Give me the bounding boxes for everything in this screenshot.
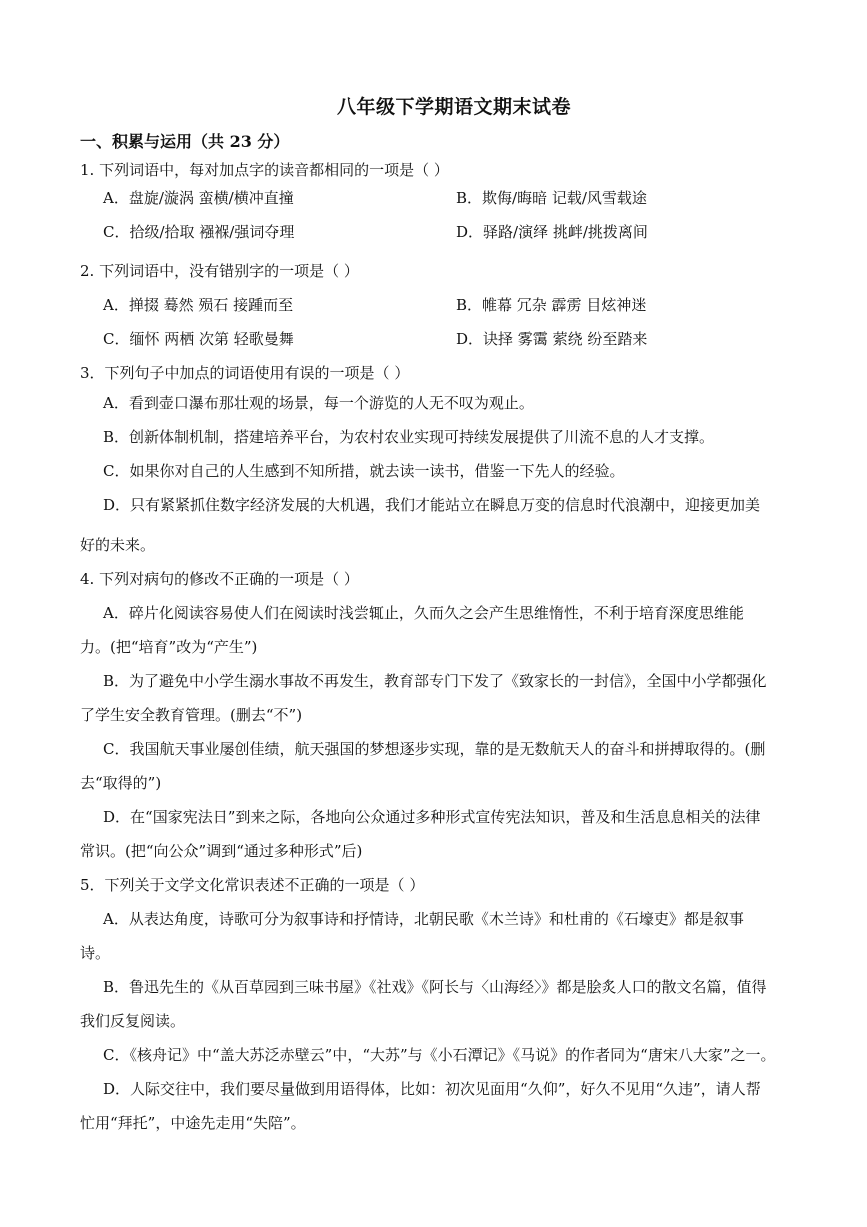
section-heading: 一、积累与运用（共 23 分）: [80, 132, 290, 151]
question-5-option-b-line1: B．鲁迅先生的《从百草园到三味书屋》《社戏》《阿长与〈山海经〉》都是脍炙人口的散文名篇，值得: [103, 978, 767, 996]
question-3-option-d-line2: 好的未来。: [80, 536, 156, 554]
question-5-option-c: C．《核舟记》中“盖大苏泛赤壁云”中，“大苏”与《小石潭记》《马说》的作者同为“唐宋八大家”之一。: [103, 1046, 776, 1064]
question-3-option-a: A．看到壶口瀑布那壮观的场景，每一个游览的人无不叹为观止。: [103, 394, 534, 412]
question-5-option-d-line2: 忙用“拜托”，中途先走用“失陪”。: [80, 1114, 306, 1132]
question-4-option-c-line2: 去“取得的”): [80, 774, 162, 792]
question-4-option-b-line2: 了学生安全教育管理。(删去“不”): [80, 706, 303, 724]
question-4-option-d-line2: 常识。(把“向公众”调到“通过多种形式”后): [80, 842, 363, 860]
question-3-option-d-line1: D．只有紧紧抓住数字经济发展的大机遇，我们才能站立在瞬息万变的信息时代浪潮中，迎接更加美: [103, 496, 761, 514]
question-2-option-b: B．帷幕 冗杂 霹雳 目炫神迷: [456, 296, 647, 314]
question-5-option-a-line1: A．从表达角度，诗歌可分为叙事诗和抒情诗，北朝民歌《木兰诗》和杜甫的《石壕吏》都是叙事: [103, 910, 744, 928]
question-3-option-c: C．如果你对自己的人生感到不知所措，就去读一读书，借鉴一下先人的经验。: [103, 462, 625, 480]
question-1-stem: 1. 下列词语中，每对加点字的读音都相同的一项是（ ）: [80, 161, 449, 179]
question-4-option-a-line1: A．碎片化阅读容易使人们在阅读时浅尝辄止，久而久之会产生思维惰性，不利于培育深度思维能: [103, 604, 744, 622]
question-2-option-a: A．掸掇 蓦然 殒石 接踵而至: [103, 296, 294, 314]
question-1-option-d: D．驿路/演绎 挑衅/挑拨离间: [456, 223, 648, 241]
question-1-option-c: C．拾级/拾取 襁褓/强词夺理: [103, 223, 295, 241]
question-2-option-d: D．诀择 雾霭 萦绕 纷至踏来: [456, 330, 648, 348]
question-3-stem: 3．下列句子中加点的词语使用有误的一项是（ ）: [80, 364, 410, 382]
question-1-option-b: B．欺侮/晦暗 记载/风雪载途: [456, 189, 647, 207]
question-4-option-a-line2: 力。(把“培育”改为“产生”): [80, 638, 258, 656]
question-5-option-d-line1: D．人际交往中，我们要尽量做到用语得体，比如：初次见面用“久仰”，好久不见用“久违”，请人帮: [103, 1080, 761, 1098]
question-2-stem: 2. 下列词语中，没有错别字的一项是（ ）: [80, 262, 359, 280]
question-5-stem: 5．下列关于文学文化常识表述不正确的一项是（ ）: [80, 876, 425, 894]
question-4-option-d-line1: D．在“国家宪法日”到来之际，各地向公众通过多种形式宣传宪法知识，普及和生活息息相关的法律: [103, 808, 761, 826]
question-4-option-b-line1: B．为了避免中小学生溺水事故不再发生，教育部专门下发了《致家长的一封信》，全国中小学都强化: [103, 672, 767, 690]
exam-title: 八年级下学期语文期末试卷: [336, 96, 571, 118]
question-5-option-b-line2: 我们反复阅读。: [80, 1012, 186, 1030]
question-3-option-b: B．创新体制机制，搭建培养平台，为农村农业实现可持续发展提供了川流不息的人才支撑。: [103, 428, 715, 446]
question-4-option-c-line1: C．我国航天事业屡创佳绩，航天强国的梦想逐步实现，靠的是无数航天人的奋斗和拼搏取得的。(删: [103, 740, 766, 758]
question-5-option-a-line2: 诗。: [80, 944, 111, 962]
question-2-option-c: C．缅怀 两栖 次第 轻歌曼舞: [103, 330, 294, 348]
question-4-stem: 4. 下列对病句的修改不正确的一项是（ ）: [80, 570, 359, 588]
question-1-option-a: A．盘旋/漩涡 蛮横/横冲直撞: [103, 189, 294, 207]
